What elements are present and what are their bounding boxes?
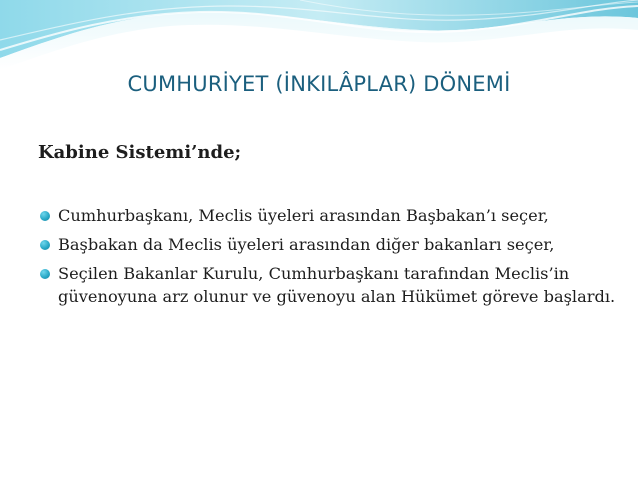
bullet-dot-icon (40, 269, 50, 279)
bullet-dot-icon (40, 211, 50, 221)
slide-title: CUMHURİYET (İNKILÂPLAR) DÖNEMİ (127, 72, 511, 96)
bullet-text: Seçilen Bakanlar Kurulu, Cumhurbaşkanı tarafından Meclis’in güvenoyuna arz olunur ve güvenoyu alan Hükümet göreve başlardı. (58, 264, 616, 306)
bullet-dot-icon (40, 240, 50, 250)
bullet-item (40, 233, 625, 256)
bullet-item (40, 262, 625, 308)
bullet-list (40, 204, 625, 314)
bullet-text: Cumhurbaşkanı, Meclis üyeleri arasından Başbakan’ı seçer, (58, 206, 549, 225)
bullet-item (40, 204, 625, 227)
bullet-text: Başbakan da Meclis üyeleri arasından diğer bakanları seçer, (58, 235, 555, 254)
header-wave-decoration (0, 0, 638, 70)
subheading: Kabine Sistemi’nde; (38, 142, 242, 163)
